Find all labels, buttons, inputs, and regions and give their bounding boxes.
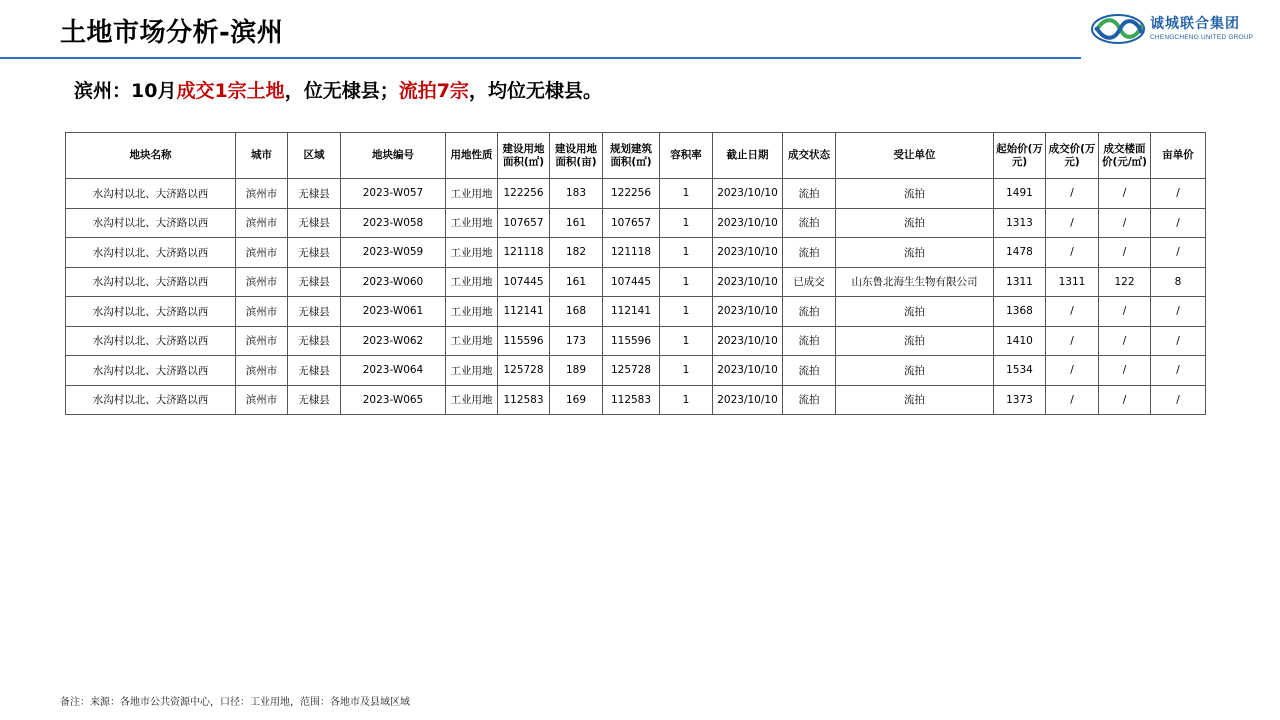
table-cell: 无棣县 xyxy=(288,297,341,327)
headline-fail-count: 流拍7宗 xyxy=(398,80,469,102)
column-header: 亩单价 xyxy=(1151,133,1206,179)
table-cell: 1 xyxy=(660,297,713,327)
company-logo xyxy=(1090,12,1260,46)
column-header: 地块编号 xyxy=(341,133,446,179)
table-cell: 2023-W058 xyxy=(341,208,446,238)
table-cell: 流拍 xyxy=(836,385,994,415)
table-cell: 滨州市 xyxy=(236,179,288,209)
table-cell: / xyxy=(1046,208,1099,238)
table-cell: 滨州市 xyxy=(236,326,288,356)
table-cell: 滨州市 xyxy=(236,238,288,268)
column-header: 成交楼面价(元/㎡) xyxy=(1099,133,1151,179)
table-cell: / xyxy=(1151,208,1206,238)
table-row xyxy=(66,267,1206,297)
table-cell: 112141 xyxy=(603,297,660,327)
table-cell: 水沟村以北、大济路以西 xyxy=(66,179,236,209)
table-cell: 无棣县 xyxy=(288,385,341,415)
table-cell: 2023-W061 xyxy=(341,297,446,327)
table-cell: 滨州市 xyxy=(236,208,288,238)
table-cell: 工业用地 xyxy=(446,208,498,238)
table-cell: / xyxy=(1151,179,1206,209)
table-cell: 流拍 xyxy=(783,179,836,209)
table-cell: 1534 xyxy=(994,356,1046,386)
table-cell: 流拍 xyxy=(836,208,994,238)
table-cell: 无棣县 xyxy=(288,179,341,209)
column-header: 容积率 xyxy=(660,133,713,179)
table-cell: 无棣县 xyxy=(288,267,341,297)
table-row xyxy=(66,356,1206,386)
table-cell: 122256 xyxy=(498,179,550,209)
table-cell: 1 xyxy=(660,326,713,356)
table-cell: / xyxy=(1046,385,1099,415)
table-cell: 1311 xyxy=(1046,267,1099,297)
table-cell: / xyxy=(1099,356,1151,386)
table-cell: 169 xyxy=(550,385,603,415)
table-cell: 滨州市 xyxy=(236,267,288,297)
table-cell: / xyxy=(1099,385,1151,415)
title-divider xyxy=(0,57,1081,59)
table-cell: / xyxy=(1046,297,1099,327)
table-cell: / xyxy=(1151,385,1206,415)
table-cell: 125728 xyxy=(603,356,660,386)
column-header: 城市 xyxy=(236,133,288,179)
table-cell: 工业用地 xyxy=(446,326,498,356)
table-cell: 水沟村以北、大济路以西 xyxy=(66,208,236,238)
table-cell: 无棣县 xyxy=(288,238,341,268)
table-row xyxy=(66,208,1206,238)
table-cell: 1 xyxy=(660,208,713,238)
table-row xyxy=(66,326,1206,356)
table-cell: 水沟村以北、大济路以西 xyxy=(66,267,236,297)
table-cell: 流拍 xyxy=(836,297,994,327)
table-cell: 115596 xyxy=(498,326,550,356)
table-cell: 流拍 xyxy=(783,208,836,238)
table-cell: / xyxy=(1046,326,1099,356)
table-cell: / xyxy=(1099,208,1151,238)
column-header: 建设用地面积(亩) xyxy=(550,133,603,179)
table-cell: 112583 xyxy=(603,385,660,415)
table-cell: 1491 xyxy=(994,179,1046,209)
table-cell: 2023/10/10 xyxy=(713,179,783,209)
table-cell: 水沟村以北、大济路以西 xyxy=(66,238,236,268)
headline-suffix: ，均位无棣县。 xyxy=(468,80,602,102)
table-cell: 流拍 xyxy=(783,297,836,327)
table-cell: 已成交 xyxy=(783,267,836,297)
table-cell: 115596 xyxy=(603,326,660,356)
table-cell: 122256 xyxy=(603,179,660,209)
table-cell: 107445 xyxy=(498,267,550,297)
headline-prefix: 滨州：10月 xyxy=(74,80,177,102)
page-title: 土地市场分析-滨州 xyxy=(60,18,284,48)
table-cell: / xyxy=(1151,238,1206,268)
table-cell: 水沟村以北、大济路以西 xyxy=(66,326,236,356)
table-cell: 1 xyxy=(660,267,713,297)
table-cell: 122 xyxy=(1099,267,1151,297)
table-cell: 水沟村以北、大济路以西 xyxy=(66,297,236,327)
table-cell: 182 xyxy=(550,238,603,268)
table-row xyxy=(66,385,1206,415)
table-cell: 流拍 xyxy=(783,385,836,415)
column-header: 受让单位 xyxy=(836,133,994,179)
table-cell: 2023-W065 xyxy=(341,385,446,415)
table-cell: 2023-W060 xyxy=(341,267,446,297)
table-cell: 山东鲁北海生生物有限公司 xyxy=(836,267,994,297)
table-cell: 173 xyxy=(550,326,603,356)
table-cell: 工业用地 xyxy=(446,179,498,209)
table-cell: 流拍 xyxy=(836,326,994,356)
table-cell: 112583 xyxy=(498,385,550,415)
table-cell: / xyxy=(1099,297,1151,327)
logo-mark-icon xyxy=(1090,13,1146,45)
table-cell: 1373 xyxy=(994,385,1046,415)
table-cell: 1478 xyxy=(994,238,1046,268)
table-cell: 滨州市 xyxy=(236,356,288,386)
table-cell: 107445 xyxy=(603,267,660,297)
table-cell: 流拍 xyxy=(836,356,994,386)
table-row xyxy=(66,179,1206,209)
table-cell: 2023-W059 xyxy=(341,238,446,268)
column-header: 用地性质 xyxy=(446,133,498,179)
table-cell: 161 xyxy=(550,267,603,297)
table-cell: 1368 xyxy=(994,297,1046,327)
table-cell: / xyxy=(1151,356,1206,386)
table-cell: 水沟村以北、大济路以西 xyxy=(66,356,236,386)
table-cell: 2023/10/10 xyxy=(713,385,783,415)
table-cell: 107657 xyxy=(498,208,550,238)
footnote: 备注：来源：各地市公共资源中心，口径：工业用地，范围：各地市及县域区域 xyxy=(60,697,410,708)
table-cell: 2023/10/10 xyxy=(713,326,783,356)
table-cell: 2023/10/10 xyxy=(713,297,783,327)
table-cell: 2023/10/10 xyxy=(713,208,783,238)
logo-english-name: CHENGCHENG UNITED GROUP xyxy=(1150,34,1254,41)
table-cell: 2023-W064 xyxy=(341,356,446,386)
table-row xyxy=(66,297,1206,327)
table-cell: / xyxy=(1099,179,1151,209)
column-header: 成交价(万元) xyxy=(1046,133,1099,179)
table-cell: 1 xyxy=(660,179,713,209)
land-transaction-table xyxy=(65,132,1206,415)
table-cell: / xyxy=(1046,179,1099,209)
table-header-row xyxy=(66,133,1206,179)
table-cell: 161 xyxy=(550,208,603,238)
column-header: 建设用地面积(㎡) xyxy=(498,133,550,179)
table-cell: / xyxy=(1046,238,1099,268)
table-cell: / xyxy=(1151,297,1206,327)
table-cell: 2023-W062 xyxy=(341,326,446,356)
table-cell: 流拍 xyxy=(836,238,994,268)
table-cell: / xyxy=(1099,238,1151,268)
table-cell: 125728 xyxy=(498,356,550,386)
headline-summary xyxy=(74,76,602,103)
table-cell: 无棣县 xyxy=(288,326,341,356)
table-cell: 2023/10/10 xyxy=(713,267,783,297)
column-header: 地块名称 xyxy=(66,133,236,179)
table-cell: 112141 xyxy=(498,297,550,327)
table-cell: 183 xyxy=(550,179,603,209)
column-header: 截止日期 xyxy=(713,133,783,179)
headline-deal-count: 成交1宗土地 xyxy=(176,80,285,102)
table-cell: 1 xyxy=(660,385,713,415)
table-cell: 无棣县 xyxy=(288,356,341,386)
table-cell: 流拍 xyxy=(783,238,836,268)
table-cell: / xyxy=(1099,326,1151,356)
table-cell: 121118 xyxy=(498,238,550,268)
table-cell: 121118 xyxy=(603,238,660,268)
table-cell: 工业用地 xyxy=(446,356,498,386)
table-cell: 2023-W057 xyxy=(341,179,446,209)
table-cell: 107657 xyxy=(603,208,660,238)
table-cell: 流拍 xyxy=(783,326,836,356)
table-cell: 1311 xyxy=(994,267,1046,297)
table-cell: 工业用地 xyxy=(446,297,498,327)
table-cell: 1410 xyxy=(994,326,1046,356)
table-cell: 2023/10/10 xyxy=(713,356,783,386)
table-cell: 滨州市 xyxy=(236,297,288,327)
table-cell: 168 xyxy=(550,297,603,327)
table-cell: 水沟村以北、大济路以西 xyxy=(66,385,236,415)
column-header: 规划建筑面积(㎡) xyxy=(603,133,660,179)
column-header: 成交状态 xyxy=(783,133,836,179)
table-cell: 1313 xyxy=(994,208,1046,238)
table-cell: 流拍 xyxy=(783,356,836,386)
table-cell: 8 xyxy=(1151,267,1206,297)
table-cell: 工业用地 xyxy=(446,385,498,415)
table-cell: 工业用地 xyxy=(446,267,498,297)
table-cell: 189 xyxy=(550,356,603,386)
column-header: 区域 xyxy=(288,133,341,179)
column-header: 起始价(万元) xyxy=(994,133,1046,179)
table-cell: 1 xyxy=(660,356,713,386)
table-cell: 工业用地 xyxy=(446,238,498,268)
logo-chinese-name: 诚城联合集团 xyxy=(1150,16,1240,32)
table-cell: / xyxy=(1151,326,1206,356)
table-cell: 流拍 xyxy=(836,179,994,209)
headline-mid: ，位无棣县； xyxy=(284,80,399,102)
table-cell: 滨州市 xyxy=(236,385,288,415)
table-cell: / xyxy=(1046,356,1099,386)
table-row xyxy=(66,238,1206,268)
table-cell: 2023/10/10 xyxy=(713,238,783,268)
table-cell: 无棣县 xyxy=(288,208,341,238)
table-cell: 1 xyxy=(660,238,713,268)
